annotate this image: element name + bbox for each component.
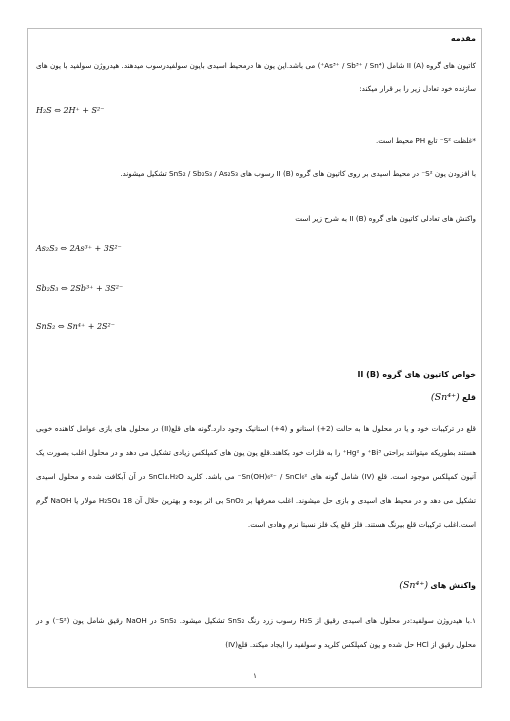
heading-introduction: مقدمه — [450, 34, 476, 43]
heading-tin-ion: (Sn⁴⁺) — [430, 392, 460, 403]
equation-sb2s3: Sb₂S₃ ⇔ 2Sb³⁺ + 3S²⁻ — [36, 284, 124, 293]
heading-reactions-ion: (Sn⁴⁺) — [399, 580, 429, 591]
heading-reactions: واکنش های — [430, 581, 476, 590]
heading-tin: قلع — [462, 393, 476, 402]
heading-group-properties: خواص کاتیون های گروه II (B) — [357, 370, 476, 379]
note-ph: *غلظت S²⁻ تابع PH محیط است. — [376, 136, 476, 145]
intro-paragraph-2: با افزودن یون S²⁻ در محیط اسیدی بر روی کاتیون های گروه II (B) رسوب های SnS₂ / Sb₂S₃ / As₂S₃ تشکیل میشوند. — [120, 169, 476, 178]
heading-reactions-row — [36, 580, 476, 592]
equation-sns2: SnS₂ ⇔ Sn⁴⁺ + 2S²⁻ — [36, 322, 115, 331]
page-number: ۱ — [253, 672, 257, 680]
reactions-paragraph-1: ۱.با هیدروژن سولفید:در محلول های اسیدی رقیق از H₂S رسوب زرد رنگ SnS₂ تشکیل میشود. SnS₂ در NaOH رقیق شامل یون (S²⁻) و در محلول رقیق از HCl حل شده و یون کمپلکس کلرید و سولفید را ایجاد میکند. قلع(IV) — [36, 616, 476, 649]
tin-paragraph: قلع در ترکیبات خود و یا در محلول ها به حالت (2+) استانو و (4+) استانیک وجود دارد.گونه های قلع(II) در محلول های بازی عوامل کاهنده خوبی هستند بطوریکه میتوانند براحتی Bi³⁺ و Hg²⁺ را به فلزات خود بکاهند.قلع یون یون های کمپلکس زیادی تشکیل می دهد و در محلول اغلب بصورت یک آنیون کمپلکس موجود است. قلع (IV) شامل گونه های Sn(OH)₆²⁻ / SnCl₆²⁻ می باشد. کلرید SnCl₄.H₂O در آن آبکافت شده و محلول اسیدی تشکیل می دهد و در محیط های اسیدی و بازی حل میشوند. اغلب معرفها بر SnO₂ بی اثر بوده و بهترین حلال آن 18 H₂SO₄ مولار یا NaOH گرم است.اغلب ترکیبات قلع بیرنگ هستند. فلز قلع یک فلز نسبتا نرم وهادی است. — [36, 424, 476, 529]
equation-as2s3: As₂S₃ ⇔ 2As³⁺ + 3S²⁻ — [36, 244, 122, 253]
intro-paragraph-1: کاتیون های گروه II (A) شامل (As³⁺ / Sb³⁺ / Sn⁴⁺) می باشد.این یون ها درمحیط اسیدی بایون سولفیدرسوب میدهند. هیدروژن سولفید با یون های سازنده خود تعادل زیر را بر قرار میکند: — [36, 61, 476, 93]
heading-tin-row — [36, 392, 476, 404]
equation-h2s: H₂S ⇔ 2H⁺ + S²⁻ — [36, 106, 105, 115]
intro-paragraph-3: واکنش های تعادلی کاتیون های گروه II (B) به شرح زیر است — [295, 214, 476, 223]
